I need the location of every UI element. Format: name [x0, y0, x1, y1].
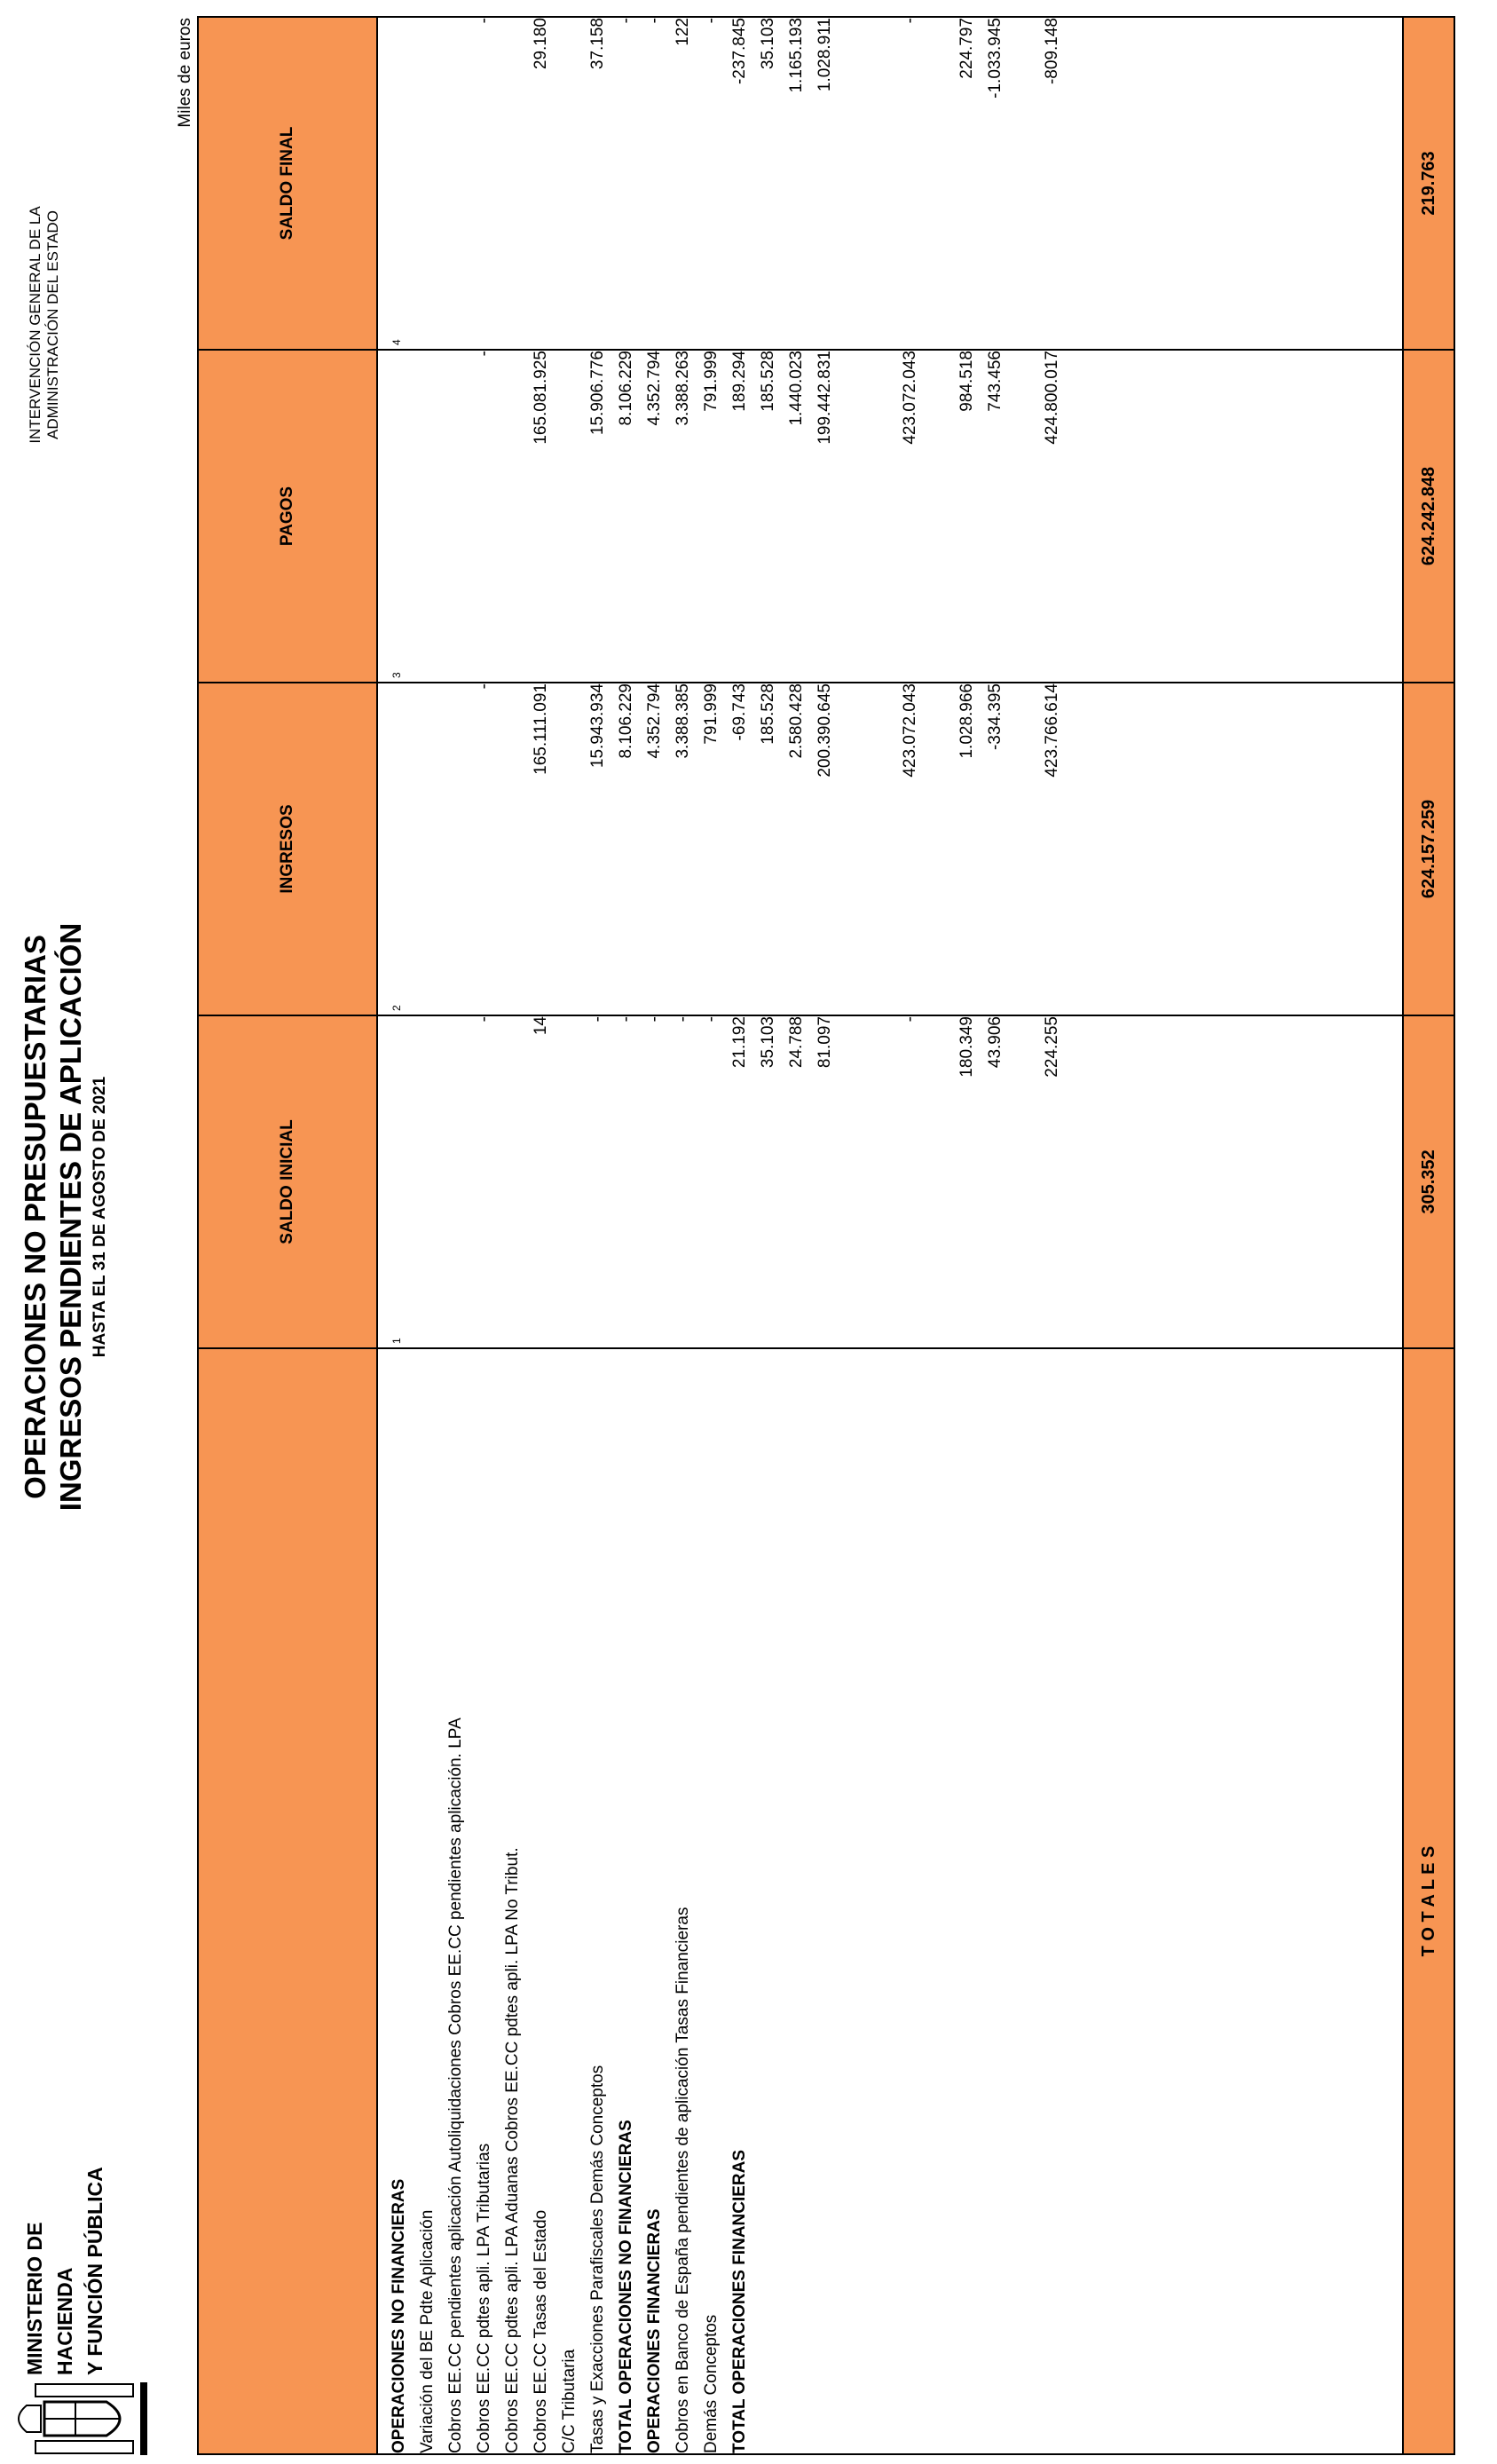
table-row	[641, 17, 669, 2454]
pagos-cell: 185.528	[754, 350, 783, 683]
table-row	[442, 17, 470, 2454]
saldo-final-cell: 35.103	[754, 17, 783, 350]
title-line-3: HASTA EL 31 DE AGOSTO DE 2021	[91, 1076, 109, 1358]
table-row	[868, 17, 896, 2454]
saldo-final-cell	[839, 17, 868, 350]
pagos-cell: 8.106.229	[612, 350, 641, 683]
total-pagos: 624.242.848	[1403, 350, 1454, 683]
title-line-2: INGRESOS PENDIENTES DE APLICACIÓN	[54, 922, 87, 1512]
row-label: TOTAL OPERACIONES NO FINANCIERAS	[612, 1348, 641, 2454]
row-label	[953, 1348, 981, 2454]
pagos-cell: 791.999	[697, 350, 726, 683]
totals-label: T O T A L E S	[1403, 1348, 1454, 2454]
units-label: Miles de euros	[176, 18, 194, 128]
column-header-label: SALDO FINAL	[278, 126, 296, 241]
table-row	[925, 17, 953, 2454]
ingresos-cell: -	[470, 683, 499, 1015]
row-label	[981, 1348, 1010, 2454]
ingresos-cell: 2.580.428	[783, 683, 811, 1015]
column-header-concept	[198, 1348, 377, 2454]
column-header-pagos	[198, 350, 403, 683]
pagos-cell: 4.352.794	[641, 350, 669, 683]
pagos-cell	[839, 350, 868, 683]
table-row	[783, 17, 811, 2454]
saldo-inicial-cell: 24.788	[783, 1015, 811, 1348]
pagos-cell	[385, 350, 414, 683]
table-row	[754, 17, 783, 2454]
saldo-final-cell: 29.180	[527, 17, 555, 350]
pagos-cell: 424.800.017	[1038, 350, 1067, 683]
saldo-final-cell: -809.148	[1038, 17, 1067, 350]
saldo-inicial-cell: -	[896, 1015, 925, 1348]
saldo-final-cell: 1.028.911	[811, 17, 839, 350]
pagos-cell: 3.388.263	[669, 350, 697, 683]
table-row	[470, 17, 499, 2454]
spacer-cell	[377, 350, 385, 683]
saldo-final-cell: 224.797	[953, 17, 981, 350]
column-number: 2	[390, 1005, 403, 1011]
row-label: OPERACIONES FINANCIERAS	[641, 1348, 669, 2454]
table-row	[953, 17, 981, 2454]
pagos-cell	[555, 350, 584, 683]
ingresos-cell	[499, 683, 527, 1015]
column-number: 4	[390, 339, 403, 345]
saldo-inicial-cell	[442, 1015, 470, 1348]
saldo-final-cell: 122	[669, 17, 697, 350]
row-label	[839, 1348, 868, 2454]
table-body	[377, 17, 1403, 2454]
pagos-cell	[868, 350, 896, 683]
pagos-cell: 165.081.925	[527, 350, 555, 683]
table-row	[414, 17, 442, 2454]
row-label: TOTAL OPERACIONES FINANCIERAS	[726, 1348, 754, 2454]
saldo-inicial-cell	[839, 1015, 868, 1348]
title-line-1: OPERACIONES NO PRESUPUESTARIAS	[19, 935, 51, 1499]
saldo-inicial-cell	[1010, 1015, 1038, 1348]
pagos-cell: 199.442.831	[811, 350, 839, 683]
row-label	[1010, 1348, 1038, 2454]
saldo-inicial-cell: -	[669, 1015, 697, 1348]
ingresos-cell: 3.388.385	[669, 683, 697, 1015]
saldo-inicial-cell: 14	[527, 1015, 555, 1348]
report-title	[18, 729, 112, 1705]
ingresos-cell: 423.766.614	[1038, 683, 1067, 1015]
total-saldo-final: 219.763	[1403, 17, 1454, 350]
ministry-line: Y FUNCIÓN PÚBLICA	[83, 2167, 106, 2375]
saldo-final-cell	[414, 17, 442, 350]
ingresos-cell: 200.390.645	[811, 683, 839, 1015]
saldo-final-cell	[555, 17, 584, 350]
column-number: 1	[390, 1338, 403, 1344]
saldo-inicial-cell	[385, 1015, 414, 1348]
igae-line: INTERVENCIÓN GENERAL DE LA	[27, 206, 43, 444]
saldo-inicial-cell	[868, 1015, 896, 1348]
saldo-final-cell	[442, 17, 470, 350]
table-row	[697, 17, 726, 2454]
spacer-cell	[377, 683, 385, 1015]
pagos-cell: -	[470, 350, 499, 683]
report-table	[197, 16, 1455, 2455]
column-header-label: PAGOS	[278, 486, 296, 547]
ministry-line: HACIENDA	[53, 2267, 76, 2375]
saldo-final-cell: -	[697, 17, 726, 350]
row-label: Cobros EE.CC Tasas del Estado	[527, 1348, 555, 2454]
filler-cell	[1067, 1015, 1403, 1348]
saldo-inicial-cell	[414, 1015, 442, 1348]
table-row	[896, 17, 925, 2454]
row-label	[754, 1348, 783, 2454]
saldo-final-cell: -	[896, 17, 925, 350]
row-label: Cobros en Banco de España pendientes de aplicación Tasas Financieras	[669, 1348, 697, 2454]
saldo-final-cell: -	[612, 17, 641, 350]
pagos-cell	[414, 350, 442, 683]
table-row	[385, 17, 414, 2454]
filler-cell	[1067, 350, 1403, 683]
ingresos-cell: 15.943.934	[584, 683, 612, 1015]
saldo-inicial-cell: -	[584, 1015, 612, 1348]
row-label	[783, 1348, 811, 2454]
table-row	[1038, 17, 1067, 2454]
spacer-cell	[377, 17, 385, 350]
row-label	[868, 1348, 896, 2454]
ingresos-cell	[1010, 683, 1038, 1015]
saldo-final-cell	[385, 17, 414, 350]
spacer-cell	[377, 1015, 385, 1348]
saldo-final-cell	[868, 17, 896, 350]
saldo-final-cell: -237.845	[726, 17, 754, 350]
saldo-inicial-cell: -	[697, 1015, 726, 1348]
saldo-inicial-cell: -	[612, 1015, 641, 1348]
saldo-final-cell: -	[641, 17, 669, 350]
table-row	[1010, 17, 1038, 2454]
ingresos-cell	[868, 683, 896, 1015]
filler-cell	[1067, 683, 1403, 1015]
ingresos-cell: 791.999	[697, 683, 726, 1015]
pagos-cell	[1010, 350, 1038, 683]
spacer-cell	[377, 1348, 385, 2454]
pagos-cell: 423.072.043	[896, 350, 925, 683]
table-row	[612, 17, 641, 2454]
table-row	[726, 17, 754, 2454]
column-header-saldo-final	[198, 17, 403, 350]
ingresos-cell	[925, 683, 953, 1015]
pagos-cell: 984.518	[953, 350, 981, 683]
pagos-cell	[442, 350, 470, 683]
saldo-inicial-cell: 21.192	[726, 1015, 754, 1348]
saldo-inicial-cell: -	[641, 1015, 669, 1348]
coat-of-arms-emblem	[9, 2382, 160, 2455]
saldo-final-cell	[925, 17, 953, 350]
table-row	[981, 17, 1010, 2454]
spacer-row	[377, 17, 385, 2454]
ingresos-cell: 423.072.043	[896, 683, 925, 1015]
column-header-label: SALDO INICIAL	[278, 1119, 296, 1244]
table-row	[499, 17, 527, 2454]
column-header-saldo-inicial	[198, 1015, 403, 1348]
row-label: Demás Conceptos	[697, 1348, 726, 2454]
filler-cell	[1067, 17, 1403, 350]
row-label	[925, 1348, 953, 2454]
saldo-final-cell: -	[470, 17, 499, 350]
ingresos-cell	[442, 683, 470, 1015]
saldo-inicial-cell: 35.103	[754, 1015, 783, 1348]
row-label: C/C Tributaria	[555, 1348, 584, 2454]
igae-label	[27, 138, 62, 511]
row-label	[811, 1348, 839, 2454]
table-row	[839, 17, 868, 2454]
ministry-line: MINISTERIO DE	[23, 2222, 46, 2375]
ingresos-cell: -334.395	[981, 683, 1010, 1015]
total-ingresos: 624.157.259	[1403, 683, 1454, 1015]
table-row	[555, 17, 584, 2454]
saldo-final-cell: -1.033.945	[981, 17, 1010, 350]
ingresos-cell	[839, 683, 868, 1015]
igae-line: ADMINISTRACIÓN DEL ESTADO	[44, 210, 61, 439]
ingresos-cell: 1.028.966	[953, 683, 981, 1015]
saldo-inicial-cell: 224.255	[1038, 1015, 1067, 1348]
saldo-inicial-cell: 180.349	[953, 1015, 981, 1348]
row-label	[896, 1348, 925, 2454]
column-header-ingresos	[198, 683, 403, 1015]
ingresos-cell	[414, 683, 442, 1015]
column-number: 3	[390, 672, 403, 678]
ingresos-cell	[385, 683, 414, 1015]
row-label	[1038, 1348, 1067, 2454]
row-label: Tasas y Exacciones Parafiscales Demás Conceptos	[584, 1348, 612, 2454]
pagos-cell	[925, 350, 953, 683]
ingresos-cell	[555, 683, 584, 1015]
saldo-inicial-cell: 43.906	[981, 1015, 1010, 1348]
pagos-cell: 189.294	[726, 350, 754, 683]
ingresos-cell: 185.528	[754, 683, 783, 1015]
saldo-inicial-cell	[925, 1015, 953, 1348]
table-row	[527, 17, 555, 2454]
saldo-final-cell	[1010, 17, 1038, 350]
table-row	[669, 17, 697, 2454]
saldo-final-cell: 37.158	[584, 17, 612, 350]
filler-cell	[1067, 1348, 1403, 2454]
totals-row	[1403, 17, 1454, 2454]
row-label: Variación del BE Pdte Aplicación	[414, 1348, 442, 2454]
table-row	[811, 17, 839, 2454]
total-saldo-inicial: 305.352	[1403, 1015, 1454, 1348]
ingresos-cell: -69.743	[726, 683, 754, 1015]
pagos-cell: 15.906.776	[584, 350, 612, 683]
ingresos-cell: 165.111.091	[527, 683, 555, 1015]
saldo-inicial-cell: 81.097	[811, 1015, 839, 1348]
saldo-final-cell: 1.165.193	[783, 17, 811, 350]
row-label: OPERACIONES NO FINANCIERAS	[385, 1348, 414, 2454]
saldo-final-cell	[499, 17, 527, 350]
saldo-inicial-cell: -	[470, 1015, 499, 1348]
filler-row	[1067, 17, 1403, 2454]
column-header-label: INGRESOS	[278, 804, 296, 894]
table-row	[584, 17, 612, 2454]
pagos-cell: 1.440.023	[783, 350, 811, 683]
row-label: Cobros EE.CC pendientes aplicación Autoliquidaciones Cobros EE.CC pendientes aplicación. LPA	[442, 1348, 470, 2454]
pagos-cell	[499, 350, 527, 683]
ingresos-cell: 8.106.229	[612, 683, 641, 1015]
ministry-name	[20, 2167, 110, 2375]
pagos-cell: 743.456	[981, 350, 1010, 683]
saldo-inicial-cell	[499, 1015, 527, 1348]
saldo-inicial-cell	[555, 1015, 584, 1348]
row-label: Cobros EE.CC pdtes apli. LPA Aduanas Cobros EE.CC pdtes apli. LPA No Tribut.	[499, 1348, 527, 2454]
row-label: Cobros EE.CC pdtes apli. LPA Tributarias	[470, 1348, 499, 2454]
ingresos-cell: 4.352.794	[641, 683, 669, 1015]
